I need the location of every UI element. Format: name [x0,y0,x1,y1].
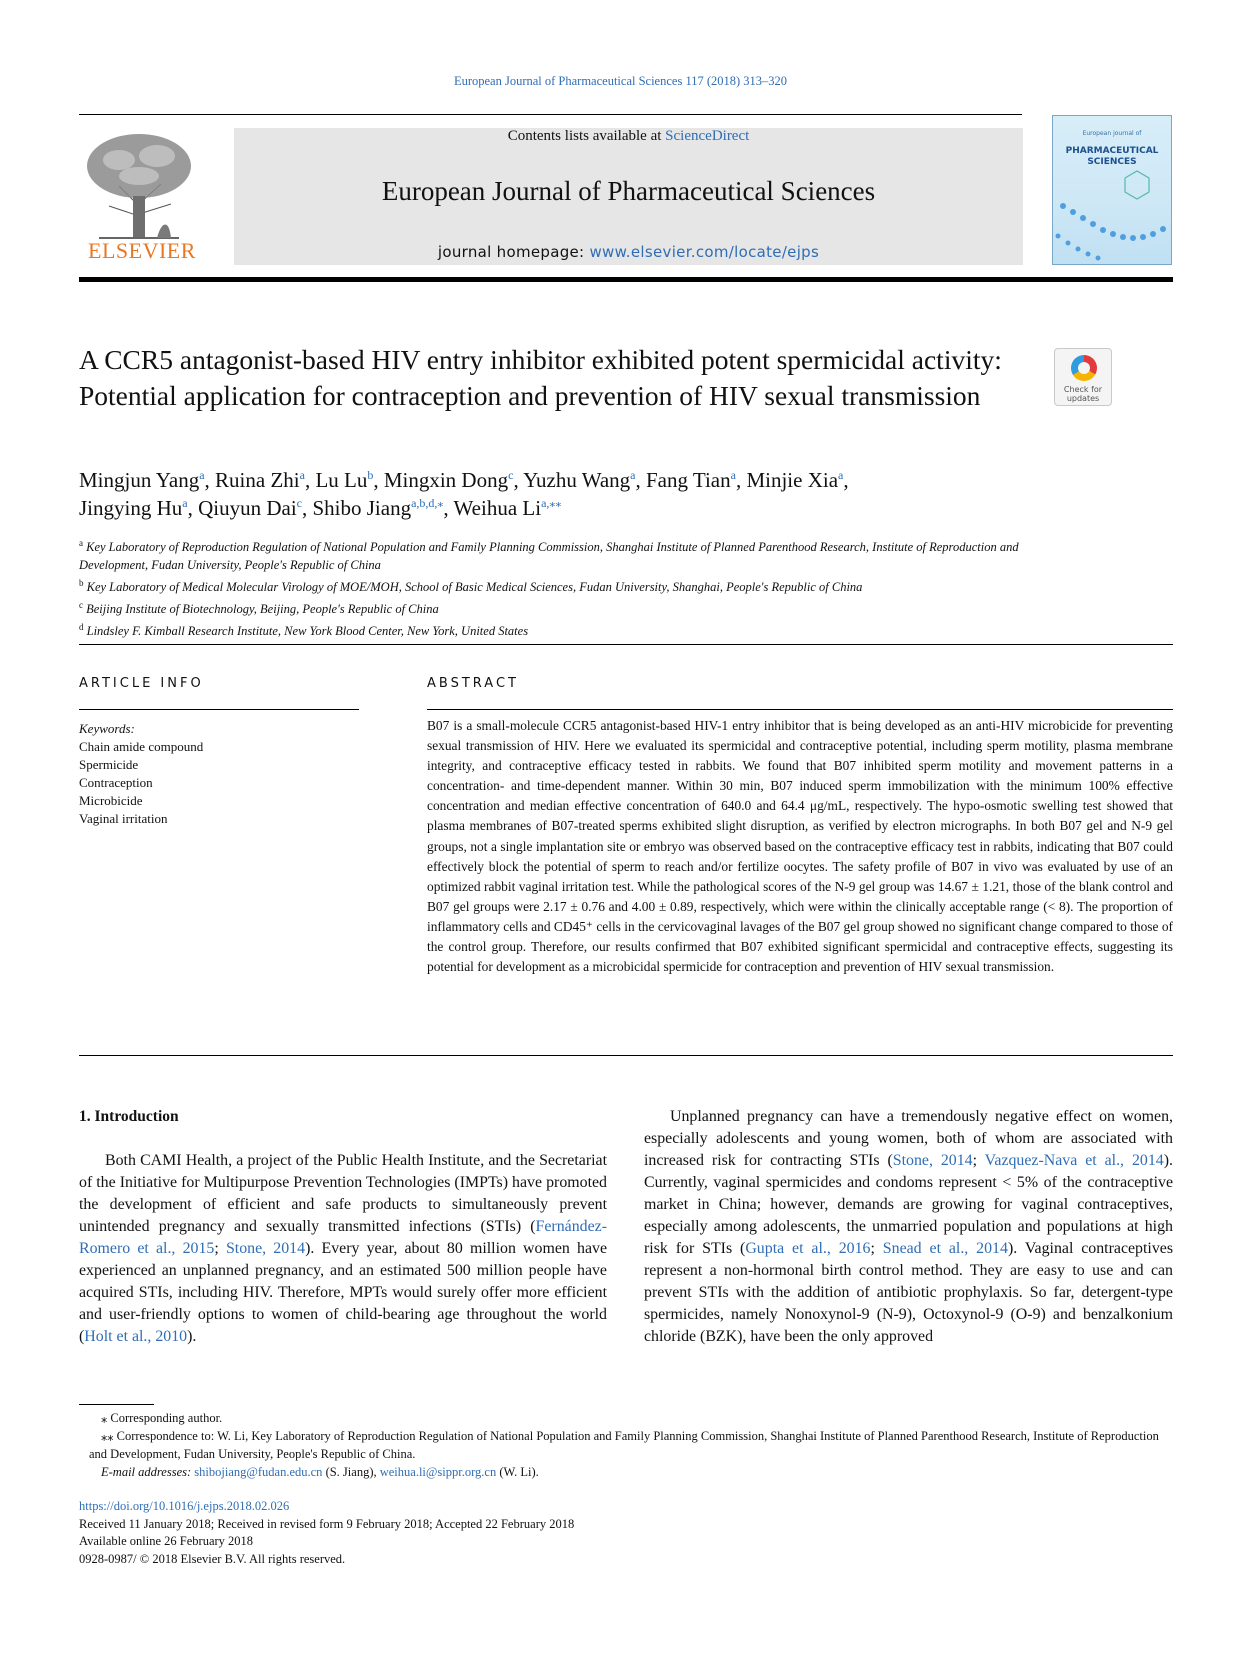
paragraph-text: Unplanned pregnancy can have a tremendously negative effect on women, especially adolescents and young women, both of whom are associated with increased risk for contracting STIs ( [644,1108,1173,1169]
body-column-left [79,1150,607,1348]
journal-cover-thumbnail[interactable] [1052,115,1172,265]
author-separator: , [735,468,747,492]
author-affiliation-marker[interactable]: a [299,468,305,482]
check-for-updates-label: Check for updates [1063,385,1103,403]
author-separator: , [302,496,313,520]
citation-link[interactable]: Stone, 2014 [225,1240,306,1257]
keyword-item: Vaginal irritation [79,811,168,826]
doi-link[interactable]: https://doi.org/10.1016/j.ejps.2018.02.026 [79,1499,290,1513]
available-online: Available online 26 February 2018 [79,1534,254,1548]
author-name[interactable]: Mingxin Dong [383,468,509,492]
affiliation-marker: a [79,538,83,548]
contents-prefix: Contents lists available at [507,128,666,144]
author-name[interactable]: Yuzhu Wang [523,468,631,492]
author-affiliation-marker[interactable]: c [296,496,302,510]
affiliation-text: Beijing Institute of Biotechnology, Beijing, People's Republic of China [86,602,439,617]
author-separator: , [443,496,454,520]
header-rule [79,114,1022,115]
email-label: E-mail addresses: [101,1465,195,1479]
citation-link[interactable]: Gupta et al., 2016 [745,1240,871,1257]
keywords-label: Keywords: [79,721,135,736]
affiliation-text: Lindsley F. Kimball Research Institute, New York Blood Center, New York, United States [86,624,529,639]
keyword-item: Spermicide [79,757,139,772]
paragraph-text: Both CAMI Health, a project of the Public Health Institute, and the Secretariat of the Initiative for Multipurpose Prevention Technologies (IMPTs) have promoted the development of efficient and safe products to simultaneously prevent unintended pregnancy and sexually transmitted infections (STIs) ( [79,1152,607,1235]
affiliation-item [79,618,1039,640]
affiliation-rule [79,644,1173,645]
affiliation-text: Key Laboratory of Medical Molecular Virology of MOE/MOH, School of Basic Medical Sciences, Fudan University, Shanghai, People's Republic of China [86,580,863,595]
article-info-heading: ARTICLE INFO [79,676,204,691]
copyright: 0928-0987/ © 2018 Elsevier B.V. All rights reserved. [79,1551,346,1566]
crossmark-icon [1071,355,1097,381]
paragraph-text: ; [972,1152,985,1169]
homepage-prefix: journal homepage: [437,243,590,261]
body-column-right [644,1106,1173,1348]
paragraph-text: ; [870,1240,883,1257]
abstract-heading: ABSTRACT [427,676,519,691]
affiliation-list [79,534,1039,641]
elsevier-tree-icon [79,126,205,266]
affiliation-item [79,596,1039,618]
abstract-text: B07 is a small-molecule CCR5 antagonist-based HIV-1 entry inhibitor that is being developed as an anti-HIV microbicide for preventing sexual transmission of HIV. Here we evaluated its spermicidal and contraceptive potential, including sperm motility, plasma membrane integrity, and contraceptive efficacy tested in rabbits. We found that B07 inhibited sperm motility and movement patterns in a concentration- and time-dependent manner. Within 30 min, B07 induced sperm immobilization with the minimum 100% effective concentration and median effective concentration of 640.0 and 64.4 μg/mL, respectively. The hypo-osmotic swelling test showed that plasma membranes of B07-treated sperms exhibited slight disruption, as verified by electron micrographs. In both B07 gel and N-9 gel groups, not a single implantation site or embryo was observed based on the contraceptive efficacy test in rabbits, indicating that B07 could effectively block the potential of sperm to reach and/or fertilize oocytes. The safety profile of B07 in vivo was evaluated by use of an optimized rabbit vaginal irritation test. While the pathological scores of the N-9 gel group was 14.67 ± 1.21, those of the blank control and B07 gel groups were 2.17 ± 0.76 and 4.00 ± 0.89, respectively, which were within the clinically acceptable range (< 8). The proportion of inflammatory cells and CD45⁺ cells in the cervicovaginal lavages of the B07 gel group showed no significant change compared to those of the control group. Therefore, our results confirmed that B07 exhibited significant spermicidal and contraceptive effects, suggesting its potential for development as a microbicidal spermicide for contraception and prevention of HIV sexual transmission. [427,718,1173,975]
article-info-rule [79,709,359,710]
keyword-item: Contraception [79,775,153,790]
footnote-rule [79,1404,154,1405]
citation-link[interactable]: Snead et al., 2014 [882,1240,1008,1257]
author-affiliation-marker[interactable]: a [730,468,736,482]
abstract-rule [427,709,1173,710]
received-dates: Received 11 January 2018; Received in revised form 9 February 2018; Accepted 22 February 2018 [79,1516,575,1531]
keyword-item: Microbicide [79,793,143,808]
affiliation-text: Key Laboratory of Reproduction Regulation of National Population and Family Planning Commission, Shanghai Institute of Planned Parenthood Research, Institute of Reproduction and Development, Fudan University, People's Republic of China [79,540,1019,573]
homepage-line [234,243,1023,261]
email-link-jiang[interactable]: shibojiang@fudan.edu.cn [194,1465,323,1479]
email-link-li[interactable]: weihua.li@sippr.org.cn [379,1465,497,1479]
author-affiliation-marker[interactable]: a [630,468,636,482]
elsevier-wordmark: ELSEVIER [88,238,196,263]
author-list [79,466,1039,522]
author-name[interactable]: Lu Lu [315,468,368,492]
author-name[interactable]: Ruina Zhi [215,468,300,492]
author-name[interactable]: Mingjun Yang [79,468,200,492]
footnote-emails [79,1463,1173,1481]
author-separator: , [513,468,524,492]
header-thick-rule [79,277,1173,282]
affiliation-marker: c [79,600,83,611]
cover-title: PHARMACEUTICAL SCIENCES [1065,146,1159,167]
email-name-li: (W. Li). [496,1465,539,1479]
paragraph-text: ). [187,1328,197,1345]
paragraph-text: ). Currently, vaginal spermicides and condoms represent < 5% of the contraceptive market in China; however, demands are growing for vaginal contraceptives, especially among adolescents, the unmarried population and populations at high risk for STIs ( [644,1152,1173,1257]
author-separator: , [187,496,199,520]
cover-subtitle: European journal of [1082,130,1142,137]
author-name[interactable]: Fang Tian [646,468,731,492]
email-name-jiang: (S. Jiang), [322,1465,380,1479]
author-name[interactable]: Minjie Xia [746,468,839,492]
paragraph-text: ). Every year, about 80 million women have experienced an unplanned pregnancy, and an estimated 500 million people have acquired STIs, including HIV. Therefore, MPTs would surely offer more efficient and user-friendly options to women of child-bearing age throughout the world ( [79,1240,608,1345]
citation-link[interactable]: Stone, 2014 [892,1152,973,1169]
molecule-chain-icon [1053,116,1172,265]
article-title: A CCR5 antagonist-based HIV entry inhibitor exhibited potent spermicidal activity: Potential application for contraception and prevention of HIV sexual transmission [79,344,1002,411]
author-affiliation-marker[interactable]: a,⁎⁎ [541,496,562,510]
author-name[interactable]: Qiuyun Dai [198,496,297,520]
author-separator: , [843,468,849,492]
citation-link[interactable]: Holt et al., 2010 [84,1328,188,1345]
author-affiliation-marker[interactable]: a [182,496,188,510]
author-name[interactable]: Jingying Hu [79,496,183,520]
abstract-end-rule [79,1055,1173,1056]
author-affiliation-marker[interactable]: c [508,468,514,482]
elsevier-logo[interactable] [79,126,205,266]
section-heading-introduction: 1. Introduction [79,1108,179,1125]
paragraph-text: ; [214,1240,226,1257]
author-separator: , [635,468,646,492]
author-separator: , [204,468,216,492]
footnote-corresponding: ⁎ Corresponding author. [101,1411,223,1425]
footnotes [79,1409,1173,1481]
author-name[interactable]: Shibo Jiang [312,496,412,520]
check-for-updates-button[interactable] [1054,348,1112,406]
keyword-item: Chain amide compound [79,739,204,754]
author-affiliation-marker[interactable]: b [367,468,374,482]
citation-link[interactable]: Vazquez-Nava et al., 2014 [984,1152,1164,1169]
author-affiliation-marker[interactable]: a [199,468,205,482]
affiliation-marker: b [79,578,84,589]
sciencedirect-link[interactable]: ScienceDirect [665,128,750,144]
keyword-list [79,738,359,828]
author-affiliation-marker[interactable]: a [838,468,844,482]
affiliation-marker: d [79,622,84,633]
journal-citation[interactable]: European Journal of Pharmaceutical Sciences 117 (2018) 313–320 [453,74,788,88]
citation-link[interactable]: Fernández-Romero et al., 2015 [79,1218,607,1257]
paragraph-text: ). Vaginal contraceptives represent a non-hormonal birth control method. They are easy to use and can prevent STIs with the addition of antibiotic prophylaxis. So far, detergent-type spermicides, namely Nonoxynol-9 (N-9), Octoxynol-9 (O-9) and benzalkonium chloride (BZK), have been the only approved [644,1240,1174,1345]
author-name[interactable]: Weihua Li [453,496,542,520]
journal-title[interactable]: European Journal of Pharmaceutical Sciences [381,176,876,206]
footnote-correspondence: ⁎⁎ Correspondence to: W. Li, Key Laboratory of Reproduction Regulation of National Population and Family Planning Commission, Shanghai Institute of Planned Parenthood Research, Institute of Reproduction and Development, Fudan University, People's Republic of China. [89,1429,1159,1461]
keywords-block [79,720,359,828]
author-separator: , [304,468,316,492]
affiliation-item [79,574,1039,596]
author-separator: , [373,468,384,492]
publication-info [79,1498,1173,1568]
affiliation-item [79,534,1039,574]
author-affiliation-marker[interactable]: a,b,d,⁎ [411,496,444,510]
journal-homepage-link[interactable]: www.elsevier.com/locate/ejps [589,243,820,261]
journal-header-banner [234,128,1023,265]
contents-line [234,128,1023,145]
